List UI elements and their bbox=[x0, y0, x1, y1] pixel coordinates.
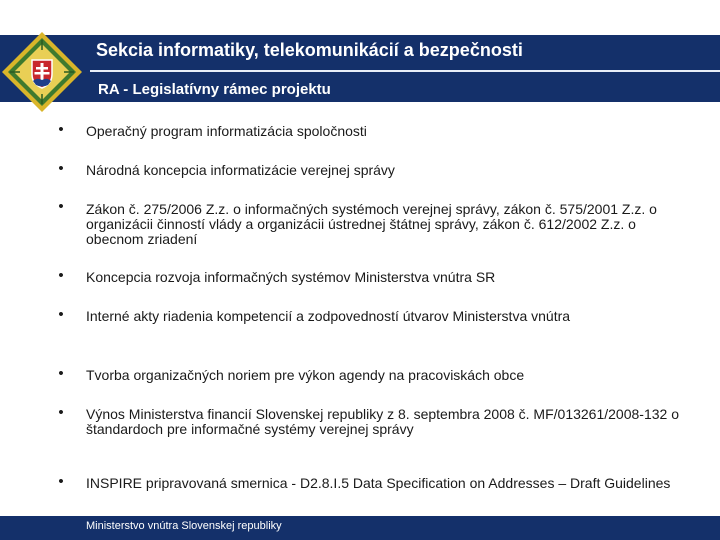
bullet-icon: • bbox=[58, 473, 64, 490]
list-item: Koncepcia rozvoja informačných systémov Ministerstva vnútra SR bbox=[86, 269, 496, 285]
list-item: Tvorba organizačných noriem pre výkon agendy na pracoviskách obce bbox=[86, 367, 525, 383]
list-item: Národná koncepcia informatizácie verejnej správy bbox=[86, 162, 395, 178]
list-item: INSPIRE pripravovaná smernica - D2.8.I.5 Data Specification on Addresses – Draft Guidelines bbox=[86, 475, 671, 491]
list-item: Výnos Ministerstva financií Slovenskej republiky z 8. septembra 2008 č. MF/013261/2008-132 o štandardoch pre informačné systémy verejnej správy bbox=[86, 406, 679, 437]
bullet-icon: • bbox=[58, 306, 64, 323]
page-title: Sekcia informatiky, telekomunikácií a bezpečnosti bbox=[96, 40, 523, 60]
list-item: Operačný program informatizácia spoločnosti bbox=[86, 123, 367, 139]
page-subtitle: RA - Legislatívny rámec projektu bbox=[98, 81, 331, 98]
bullet-icon: • bbox=[58, 365, 64, 382]
bullet-icon: • bbox=[58, 121, 64, 138]
bullet-icon: • bbox=[58, 198, 64, 215]
bullet-icon: • bbox=[58, 267, 64, 284]
bullet-icon: • bbox=[58, 404, 64, 421]
list-item: Zákon č. 275/2006 Z.z. o informačných systémoch verejnej správy, zákon č. 575/2001 Z.z. o organizácii činností vlády a organizácii ústrednej štátnej správy, zákon č. 612/2002 Z.z. o obecnom zriadení bbox=[86, 201, 657, 247]
bullet-icon: • bbox=[58, 160, 64, 177]
list-item: Interné akty riadenia kompetencií a zodpovedností útvarov Ministerstva vnútra bbox=[86, 308, 571, 324]
footer-text: Ministerstvo vnútra Slovenskej republiky bbox=[86, 520, 282, 532]
